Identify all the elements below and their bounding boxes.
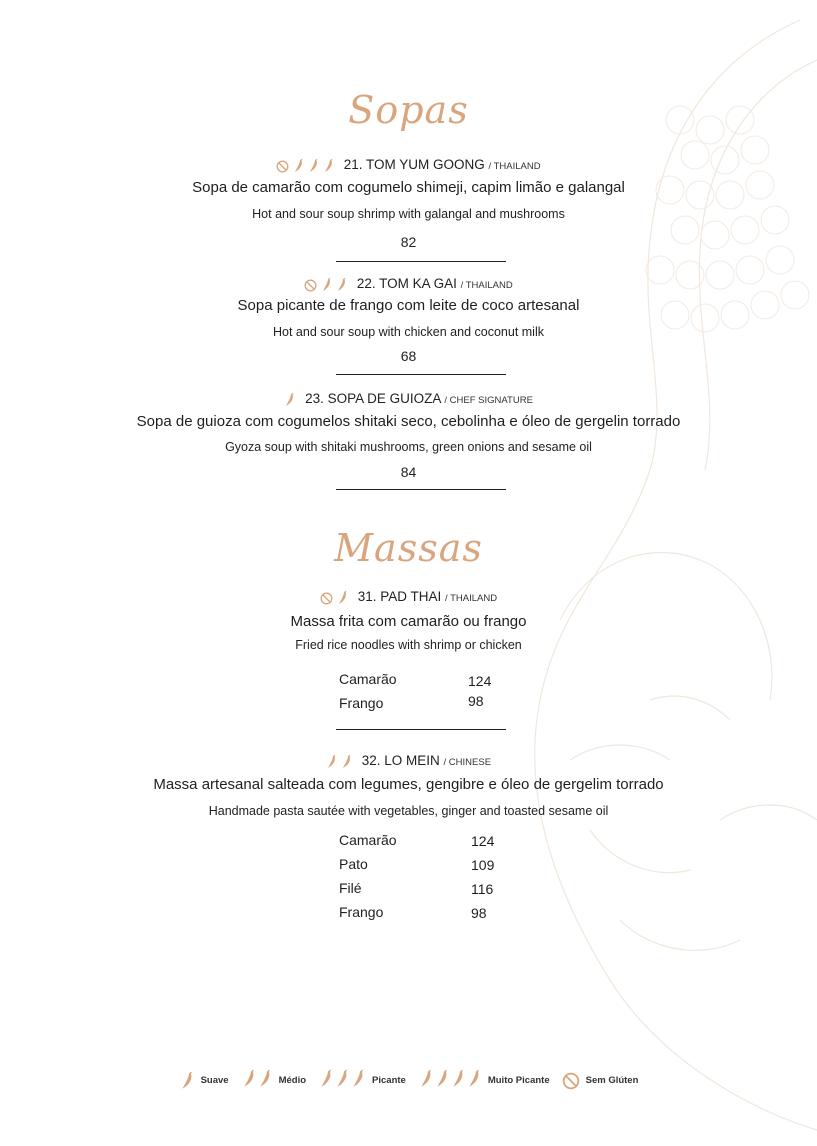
option-name: Filé bbox=[339, 880, 362, 896]
pepper-icon bbox=[326, 755, 337, 769]
divider bbox=[336, 374, 506, 375]
dish-description-en-32: Handmade pasta sautée with vegetables, ginger and toasted sesame oil bbox=[208, 804, 609, 818]
dish-header-22 bbox=[0, 276, 817, 292]
option-name: Camarão bbox=[339, 671, 397, 687]
pepper-icon bbox=[321, 278, 332, 292]
dish-header-21 bbox=[0, 157, 817, 173]
dish-origin-32: / CHINESE bbox=[443, 757, 492, 768]
gluten-free-icon bbox=[562, 1072, 580, 1090]
dish-icons-23 bbox=[284, 392, 295, 407]
dish-description-pt-21: Sopa de camarão com cogumelo shimeji, capim limão e galangal bbox=[192, 179, 625, 196]
pepper-icon bbox=[334, 1070, 350, 1088]
legend-icons bbox=[418, 1070, 482, 1091]
legend-label: Suave bbox=[200, 1075, 229, 1086]
dish-header-31 bbox=[0, 589, 817, 605]
dish-header-23 bbox=[0, 391, 817, 407]
dish-icons-31 bbox=[320, 590, 348, 605]
dish-origin-23: / CHEF SIGNATURE bbox=[444, 395, 533, 406]
dish-price-21: 82 bbox=[400, 234, 417, 250]
option-price: 98 bbox=[471, 905, 487, 921]
dish-description-en-21: Hot and sour soup shrimp with galangal and mushrooms bbox=[252, 207, 565, 221]
dish-description-pt-31: Massa frita com camarão ou frango bbox=[290, 613, 527, 630]
dish-icons-32 bbox=[326, 754, 352, 769]
dish-title-23: 23. SOPA DE GUIOZA bbox=[305, 391, 441, 406]
dish-origin-22: / THAILAND bbox=[460, 280, 513, 291]
legend-item-sem-gluten bbox=[562, 1072, 639, 1090]
pepper-icon bbox=[336, 278, 347, 292]
pepper-icon bbox=[434, 1070, 450, 1088]
dish-title-32: 32. LO MEIN bbox=[361, 753, 440, 768]
pepper-icon bbox=[418, 1070, 434, 1088]
divider bbox=[336, 489, 506, 490]
pepper-icon bbox=[466, 1070, 482, 1088]
legend-label: Sem Glúten bbox=[585, 1075, 639, 1086]
divider bbox=[336, 729, 506, 730]
dish-price-23: 84 bbox=[400, 464, 417, 480]
option-price: 124 bbox=[468, 673, 492, 689]
pepper-icon bbox=[308, 159, 319, 173]
option-name: Frango bbox=[339, 904, 384, 920]
option-price: 98 bbox=[468, 693, 484, 709]
legend-item-picante bbox=[318, 1070, 406, 1091]
legend-label: Picante bbox=[372, 1075, 406, 1086]
option-price: 116 bbox=[471, 881, 494, 897]
legend-item-medio bbox=[241, 1070, 306, 1091]
dish-origin-21: / THAILAND bbox=[488, 161, 541, 172]
divider bbox=[336, 261, 506, 262]
pepper-icon bbox=[341, 755, 352, 769]
pepper-icon bbox=[241, 1070, 257, 1088]
spice-legend bbox=[0, 1070, 817, 1091]
pepper-icon bbox=[450, 1070, 466, 1088]
legend-item-muito-picante bbox=[418, 1070, 550, 1091]
section-title-massas: Massas bbox=[334, 526, 483, 570]
pepper-icon bbox=[350, 1070, 366, 1088]
dish-title-21: 21. TOM YUM GOONG bbox=[343, 157, 485, 172]
option-price: 109 bbox=[471, 857, 495, 873]
option-name: Frango bbox=[339, 695, 384, 711]
dish-title-22: 22. TOM KA GAI bbox=[356, 276, 457, 291]
pepper-icon bbox=[293, 159, 304, 173]
dish-description-en-22: Hot and sour soup with chicken and coconut milk bbox=[273, 325, 544, 339]
gluten-free-icon bbox=[304, 279, 317, 292]
gluten-free-icon bbox=[320, 592, 333, 605]
dish-description-pt-23: Sopa de guioza com cogumelos shitaki seco, cebolinha e óleo de gergelin torrado bbox=[136, 413, 681, 430]
legend-icons bbox=[318, 1070, 366, 1091]
dish-description-pt-22: Sopa picante de frango com leite de coco artesanal bbox=[237, 297, 580, 314]
dish-price-22: 68 bbox=[400, 348, 417, 364]
dish-origin-31: / THAILAND bbox=[444, 593, 498, 604]
legend-item-suave bbox=[179, 1072, 229, 1090]
pepper-icon bbox=[318, 1070, 334, 1088]
pepper-icon bbox=[337, 591, 348, 605]
pepper-icon bbox=[179, 1072, 195, 1090]
dish-description-en-31: Fried rice noodles with shrimp or chicken bbox=[295, 638, 522, 652]
dish-title-31: 31. PAD THAI bbox=[357, 589, 442, 604]
option-price: 124 bbox=[471, 833, 495, 849]
section-title-sopas: Sopas bbox=[348, 88, 469, 132]
dish-header-32 bbox=[0, 753, 817, 769]
pepper-icon bbox=[257, 1070, 273, 1088]
dish-icons-21 bbox=[276, 158, 333, 173]
legend-label: Médio bbox=[278, 1075, 307, 1086]
dish-icons-22 bbox=[304, 277, 347, 292]
gluten-free-icon bbox=[276, 160, 289, 173]
pepper-icon bbox=[284, 393, 295, 407]
pepper-icon bbox=[323, 159, 334, 173]
option-name: Camarão bbox=[339, 832, 397, 848]
legend-icons bbox=[241, 1070, 273, 1091]
dish-description-en-23: Gyoza soup with shitaki mushrooms, green onions and sesame oil bbox=[225, 440, 592, 454]
option-name: Pato bbox=[339, 856, 368, 872]
dish-description-pt-32: Massa artesanal salteada com legumes, gengibre e óleo de gergelim torrado bbox=[153, 776, 664, 793]
legend-label: Muito Picante bbox=[487, 1075, 550, 1086]
